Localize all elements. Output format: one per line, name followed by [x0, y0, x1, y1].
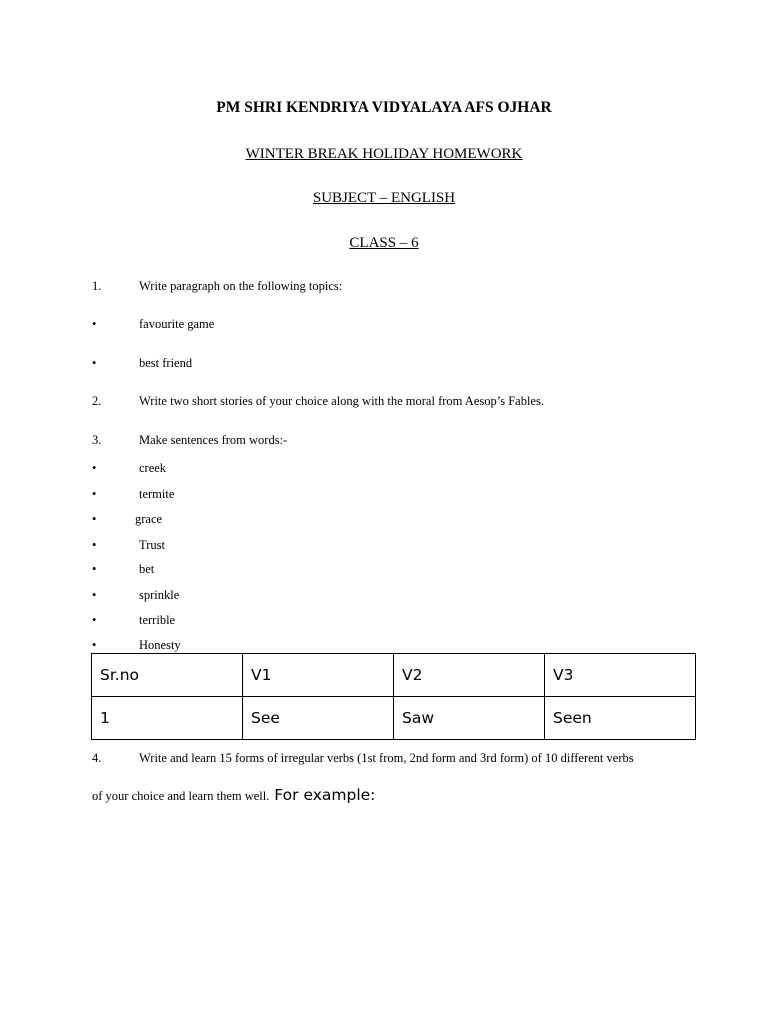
table-cell: See: [243, 697, 394, 740]
bullet-symbol: •: [92, 538, 97, 552]
q3-word-item: Trust: [139, 538, 165, 552]
bullet-symbol: •: [92, 562, 97, 576]
q1-text: Write paragraph on the following topics:: [139, 279, 343, 293]
q1-number: 1.: [92, 279, 102, 293]
bullet-symbol: •: [92, 512, 97, 526]
q4-text-line2-body: of your choice and learn them well.: [92, 789, 270, 803]
table-header-row: [92, 654, 696, 697]
q3-word-item: bet: [139, 562, 155, 576]
example-label: For example:: [269, 786, 376, 804]
q3-word-item: sprinkle: [139, 588, 180, 602]
verb-forms-table: [91, 653, 696, 740]
table-row: [92, 697, 696, 740]
q2-text: Write two short stories of your choice along with the moral from Aesop’s Fables.: [139, 394, 544, 408]
bullet-symbol: •: [92, 613, 97, 627]
q1-topic-item: favourite game: [139, 317, 215, 331]
q2-number: 2.: [92, 394, 102, 408]
q4-text-line1: Write and learn 15 forms of irregular verbs (1st from, 2nd form and 3rd form) of 10 different verbs: [139, 751, 634, 765]
table-header-cell: V3: [545, 654, 696, 697]
table-header-cell: V2: [394, 654, 545, 697]
q4-text-line2: [92, 786, 375, 804]
school-name: PM SHRI KENDRIYA VIDYALAYA AFS OJHAR: [216, 99, 552, 116]
class-heading: CLASS – 6: [349, 235, 419, 251]
q4-number: 4.: [92, 751, 102, 765]
bullet-symbol: •: [92, 487, 97, 501]
q3-word-item: grace: [135, 512, 163, 526]
bullet-symbol: •: [92, 317, 97, 331]
bullet-symbol: •: [92, 638, 97, 652]
q3-word-item: terrible: [139, 613, 176, 627]
q3-word-item: creek: [139, 461, 167, 475]
q3-word-item: termite: [139, 487, 175, 501]
bullet-symbol: •: [92, 356, 97, 370]
table-cell: 1: [92, 697, 243, 740]
q1-topic-item: best friend: [139, 356, 193, 370]
table-cell: Saw: [394, 697, 545, 740]
table-cell: Seen: [545, 697, 696, 740]
q3-number: 3.: [92, 433, 102, 447]
bullet-symbol: •: [92, 588, 97, 602]
subject-heading: SUBJECT – ENGLISH: [312, 190, 456, 206]
table-header-cell: V1: [243, 654, 394, 697]
q3-text: Make sentences from words:-: [139, 433, 288, 447]
homework-title: WINTER BREAK HOLIDAY HOMEWORK: [245, 146, 523, 162]
bullet-symbol: •: [92, 461, 97, 475]
q3-word-item: Honesty: [139, 638, 181, 652]
table-header-cell: Sr.no: [92, 654, 243, 697]
